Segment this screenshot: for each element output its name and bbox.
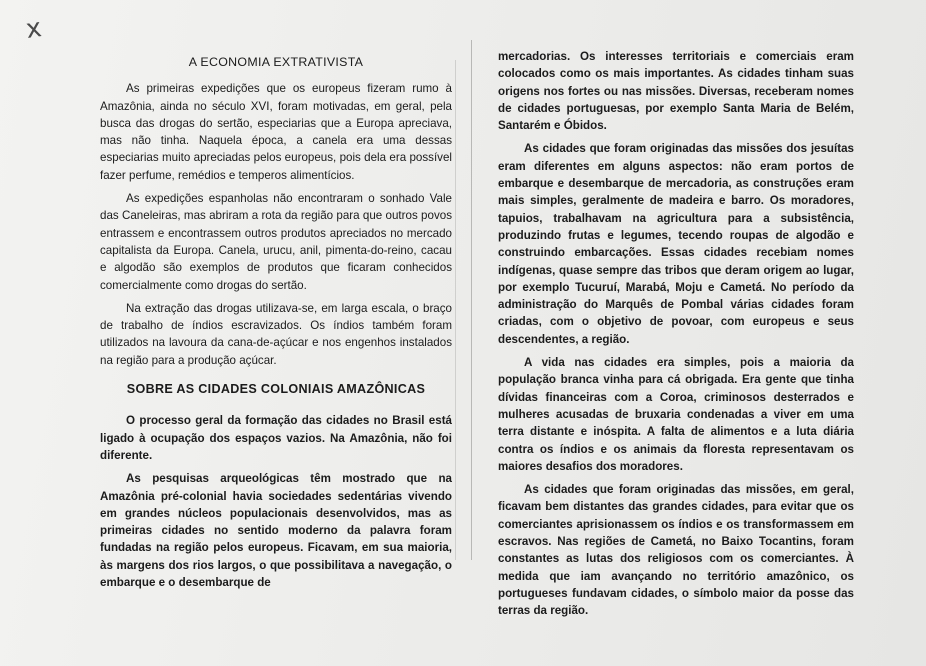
right-column: [498, 48, 854, 626]
paragraph: O processo geral da formação das cidades no Brasil está ligado à ocupação dos espaços vazios. Na Amazônia, não foi diferente.: [100, 414, 452, 462]
section-title-cidades: SOBRE AS CIDADES COLONIAIS AMAZÔNICAS: [126, 382, 426, 397]
paragraph: Na extração das drogas utilizava-se, em larga escala, o braço de trabalho de índios escravizados. Os índios também foram utilizados na lavoura da cana-de-açúcar e nos engenhos instalados na região para a produção açúcar.: [100, 301, 452, 367]
paragraph: As cidades que foram originadas das missões, em geral, ficavam bem distantes das grandes cidades, para evitar que os comerciantes aprisionassem os índios e os transformassem em escravos. Nas regiões de Cametá, no Baixo Tocantins, foram constantes as lutas dos religiosos com os comerciantes. À medida que iam avançando no território amazônico, os portugueses fundavam cidades, o símbolo maior da posse das terras da região.: [498, 483, 854, 618]
paragraph: mercadorias. Os interesses territoriais e comerciais eram colocados como os mais importantes. As cidades tinham suas origens nos fortes ou nas missões. Diversas, receberam nomes de cidades portuguesas, por exemplo Santa Maria de Belém, Santarém e Óbidos.: [498, 50, 854, 133]
paragraph: As expedições espanholas não encontraram o sonhado Vale das Caneleiras, mas abriram a rota da região para que outros povos entrassem e encontrassem outros produtos apreciados no mercado capitalista da Europa. Canela, urucu, anil, pimenta-do-reino, cacau e algodão são exemplos de produtos que ficaram conhecidos comercialmente como drogas do sertão.: [100, 192, 452, 292]
paragraph: A vida nas cidades era simples, pois a maioria da população branca vinha para cá obrigada. Era gente que tinha dívidas financeiras com a Coroa, criminosos desterrados e mulheres acusadas de bruxaria condenadas a viver em uma terra distante e inóspita. A falta de alimentos e a luta diária contra os índios e os animais da floresta representavam os maiores desafios dos moradores.: [498, 356, 854, 473]
left-column: [100, 52, 452, 597]
section-title-economia: A ECONOMIA EXTRATIVISTA: [188, 55, 364, 69]
paragraph: As cidades que foram originadas das missões dos jesuítas eram diferentes em alguns aspectos: não eram portos de embarque e desembarque de mercadoria, as construções eram mais simples, geralmente de madeira e barro. Os moradores, tapuios, trabalhavam na agricultura para a subsistência, produzindo frutas e legumes, tecendo roupas de algodão e construindo embarcações. Essas cidades recebiam nomes indígenas, quase sempre das tribos que deram origem ao lugar, por exemplo Tucuruí, Marabá, Moju e Cametá. No período da administração do Marquês de Pombal várias cidades foram criadas, com o objetivo de povoar, com europeus e seus descendentes, a região.: [498, 142, 854, 346]
handwritten-mark: x: [23, 13, 44, 45]
column-margin-line: [455, 60, 456, 560]
paragraph: As primeiras expedições que os europeus fizeram rumo à Amazônia, ainda no século XVI, foram motivadas, em geral, pela busca das drogas do sertão, especiarias que a Europa apreciava, mas não tinha. Naquela época, a canela era uma dessas especiarias muito apreciadas pelos europeus, pois dela era possível fazer perfume, remédios e temperos alimentícios.: [100, 82, 452, 182]
paragraph: As pesquisas arqueológicas têm mostrado que na Amazônia pré-colonial havia sociedades sedentárias vivendo em grandes núcleos populacionais desenvolvidos, mas as primeiras cidades no sentido moderno da palavra foram fundadas na região pelos europeus. Ficavam, em sua maioria, às margens dos rios largos, o que possibilitava a navegação, o embarque e o desembarque de: [100, 472, 452, 590]
column-divider: [471, 40, 472, 560]
